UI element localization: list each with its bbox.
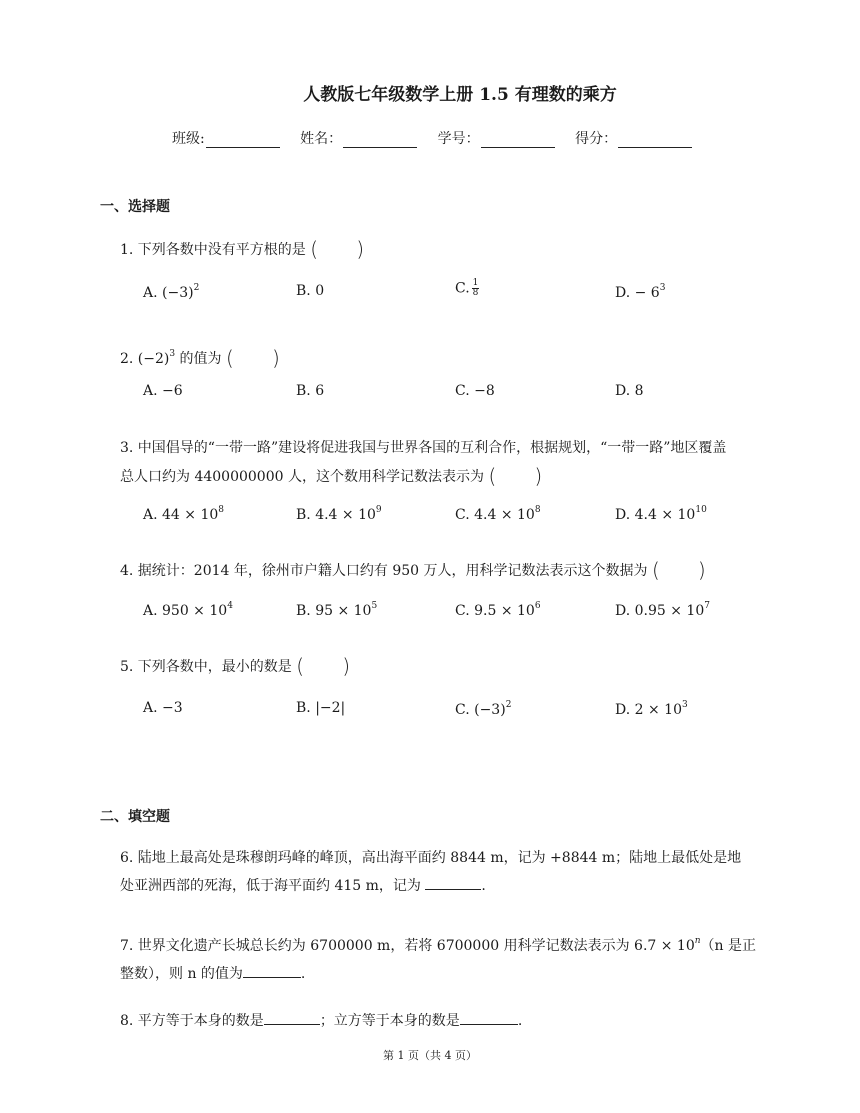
option-a-exponent: 2 bbox=[193, 283, 200, 293]
option-a-exponent: 8 bbox=[218, 505, 225, 515]
option-b-text: B. 4.4 × 10 bbox=[296, 507, 376, 523]
question-2 bbox=[120, 340, 765, 373]
option-c bbox=[455, 700, 511, 718]
name-label: 姓名： bbox=[300, 131, 343, 147]
option-b: B. 6 bbox=[296, 383, 325, 399]
student-id-field bbox=[438, 128, 555, 148]
question-1 bbox=[120, 235, 765, 264]
answer-blank-square[interactable] bbox=[264, 1010, 320, 1025]
answer-paren: ( ) bbox=[651, 558, 706, 582]
option-d bbox=[615, 283, 665, 301]
option-c bbox=[455, 505, 541, 523]
question-4 bbox=[120, 556, 765, 585]
question-3-line-2 bbox=[120, 462, 765, 491]
class-label: 班级: bbox=[172, 131, 205, 147]
question-6-line-2-text: 处亚洲西部的死海，低于海平面约 415 m，记为 bbox=[120, 878, 421, 894]
option-c-text: C. bbox=[455, 280, 470, 297]
option-a-text: A. (−3) bbox=[143, 285, 194, 301]
question-3-line-2-text: 总人口约为 4400000000 人，这个数用科学记数法表示为 bbox=[120, 469, 484, 485]
period: . bbox=[517, 1013, 523, 1029]
question-8-text-mid: ；立方等于本身的数是 bbox=[319, 1013, 460, 1029]
period: . bbox=[481, 878, 486, 894]
student-info-row bbox=[172, 128, 708, 148]
question-7-line-2-text: 整数），则 n 的值为 bbox=[120, 966, 243, 982]
question-2-text-end: 的值为 bbox=[175, 351, 222, 367]
score-label: 得分： bbox=[575, 131, 618, 147]
option-c-exponent: 8 bbox=[534, 505, 541, 515]
option-c bbox=[455, 601, 541, 619]
answer-paren: ( ) bbox=[296, 654, 351, 678]
question-7-line-1-end: （n 是正 bbox=[700, 938, 757, 954]
option-d-exponent: 3 bbox=[659, 283, 666, 293]
class-field bbox=[172, 128, 280, 148]
option-a-text: A. 950 × 10 bbox=[143, 603, 228, 619]
answer-paren: ( ) bbox=[310, 237, 365, 261]
option-c bbox=[455, 279, 479, 298]
option-b: B. 0 bbox=[296, 283, 325, 299]
score-field bbox=[575, 128, 692, 148]
option-b-text: B. 95 × 10 bbox=[296, 603, 372, 619]
page-title: 人教版七年级数学上册 1.5 有理数的乘方 bbox=[303, 85, 617, 105]
option-d bbox=[615, 505, 707, 523]
section-heading-fill: 二、填空题 bbox=[100, 809, 170, 825]
option-d-text: D. − 6 bbox=[615, 285, 660, 301]
student-id-label: 学号： bbox=[437, 131, 480, 147]
name-field bbox=[300, 128, 417, 148]
option-c-exponent: 2 bbox=[505, 700, 512, 710]
answer-paren: ( ) bbox=[226, 346, 280, 370]
question-3-line-1: 3. 中国倡导的“一带一路”建设将促进我国与世界各国的互利合作，根据规划，“一带一路”地区覆盖 bbox=[120, 440, 727, 456]
option-a bbox=[143, 283, 199, 301]
question-1-text: 1. 下列各数中没有平方根的是 bbox=[120, 242, 306, 258]
option-d-text: D. 4.4 × 10 bbox=[615, 507, 696, 523]
question-5-text: 5. 下列各数中，最小的数是 bbox=[120, 659, 292, 675]
option-c: C. −8 bbox=[455, 383, 495, 399]
question-7-line-1-text: 7. 世界文化遗产长城总长约为 6700000 m，若将 6700000 用科学记数法表示为 6.7 × 10 bbox=[120, 938, 695, 954]
option-d-exponent: 3 bbox=[681, 700, 688, 710]
answer-blank[interactable] bbox=[425, 875, 481, 890]
question-7 bbox=[120, 927, 765, 988]
option-d-exponent: 10 bbox=[695, 505, 707, 515]
option-c-text: C. 4.4 × 10 bbox=[455, 507, 535, 523]
option-c-text: C. (−3) bbox=[455, 702, 506, 718]
option-c-exponent: 6 bbox=[534, 601, 541, 611]
question-6-line-2 bbox=[120, 872, 765, 900]
question-8-text: 8. 平方等于本身的数是 bbox=[120, 1013, 264, 1029]
option-d-text: D. 0.95 × 10 bbox=[615, 603, 705, 619]
period: . bbox=[300, 966, 306, 982]
fraction bbox=[472, 279, 480, 298]
option-a: A. −6 bbox=[143, 383, 183, 399]
question-5 bbox=[120, 652, 765, 681]
option-d: D. 8 bbox=[615, 383, 644, 399]
option-c-text: C. 9.5 × 10 bbox=[455, 603, 535, 619]
option-a bbox=[143, 505, 224, 523]
option-a-text: A. 44 × 10 bbox=[143, 507, 219, 523]
page-footer: 第 1 页（共 4 页） bbox=[383, 1049, 477, 1062]
option-b-exponent: 5 bbox=[371, 601, 378, 611]
option-b: B. |−2| bbox=[296, 700, 346, 716]
question-7-line-2 bbox=[120, 960, 765, 988]
fraction-denominator: 8 bbox=[472, 288, 479, 298]
option-b bbox=[296, 505, 382, 523]
question-6 bbox=[120, 844, 765, 900]
question-2-exponent: 3 bbox=[169, 349, 176, 359]
answer-blank[interactable] bbox=[243, 963, 301, 978]
fraction-numerator: 1 bbox=[472, 278, 479, 288]
question-6-line-1: 6. 陆地上最高处是珠穆朗玛峰的峰顶，高出海平面约 8844 m，记为 +8844 m；陆地上最低处是地 bbox=[120, 850, 742, 866]
section-heading-choice: 一、选择题 bbox=[100, 199, 170, 215]
answer-paren: ( ) bbox=[488, 464, 543, 488]
question-7-line-1 bbox=[120, 927, 765, 960]
option-b bbox=[296, 601, 377, 619]
question-4-text: 4. 据统计：2014 年，徐州市户籍人口约有 950 万人，用科学记数法表示这个数据为 bbox=[120, 563, 648, 579]
answer-blank-cube[interactable] bbox=[460, 1010, 518, 1025]
option-d bbox=[615, 700, 688, 718]
student-id-blank[interactable] bbox=[481, 133, 555, 148]
option-a bbox=[143, 601, 233, 619]
score-blank[interactable] bbox=[618, 133, 692, 148]
option-a-exponent: 4 bbox=[227, 601, 233, 611]
option-d bbox=[615, 601, 710, 619]
question-3 bbox=[120, 434, 765, 491]
question-2-text: 2. (−2) bbox=[120, 351, 170, 367]
option-d-exponent: 7 bbox=[704, 601, 710, 611]
option-d-text: D. 2 × 10 bbox=[615, 702, 682, 718]
class-blank[interactable] bbox=[206, 133, 280, 148]
question-8 bbox=[120, 1007, 765, 1035]
exponent-n: n bbox=[694, 936, 701, 946]
option-a: A. −3 bbox=[143, 700, 183, 716]
option-b-exponent: 9 bbox=[375, 505, 382, 515]
name-blank[interactable] bbox=[343, 133, 417, 148]
